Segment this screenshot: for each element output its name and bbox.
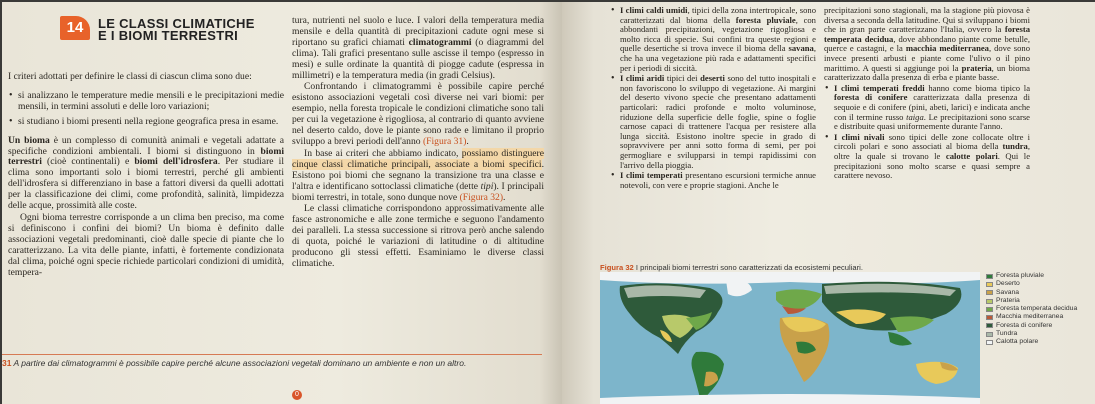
highlighted-classes: possiamo distinguere cinque classi climatiche principali, associate a biomi specifici bbox=[292, 147, 544, 170]
term-tundra: tundra bbox=[1002, 141, 1028, 152]
legend-label: Savana bbox=[996, 288, 1020, 296]
legend-label: Foresta temperata decidua bbox=[996, 305, 1078, 313]
legend-label: Prateria bbox=[996, 296, 1020, 304]
text-span: , con abbondanti precipitazioni, vegetazione rigogliosa e molto ricca di specie. Sui confini tra queste regioni e quelle desertiche si trova invece il bioma della bbox=[620, 14, 816, 54]
term-climatogrammi: climatogrammi bbox=[408, 36, 472, 48]
criteria-bullet-1: • si analizzano le temperature medie mensili e le precipitazioni medie mensili, in termini assoluti e delle loro variazioni; bbox=[8, 91, 284, 113]
text-span: , oltre la quale si trovano le bbox=[834, 141, 1030, 161]
climi-nivali bbox=[824, 133, 1030, 181]
latitude-paragraph: Le classi climatiche corrispondono approssimativamente alle fasce astronomiche e alle zone termiche e seguono l'andamento dei paralleli. La stessa successione si ritrova però anche salendo di quota, poiché le variazioni di latitudine o di altitudine producono gli stessi effetti. Esaminiamo le diverse classi climatiche. bbox=[292, 203, 544, 269]
legend-label: Calotta polare bbox=[996, 338, 1039, 346]
text-span: , dove abbondano piante come betulle, querce e castagni, e la bbox=[824, 33, 1030, 54]
term-climi-nivali: I climi nivali bbox=[834, 131, 885, 142]
text-span: . Le precipitazioni sono scarse e distribuite quasi uniformemente durante l'anno. bbox=[834, 111, 1030, 132]
biomes-world-map bbox=[600, 272, 980, 404]
map-region-calotta bbox=[600, 272, 980, 284]
term-climi-aridi: I climi aridi bbox=[620, 73, 665, 84]
chapter-title-line-a: LE CLASSI CLIMATICHE bbox=[98, 16, 255, 31]
left-column-1 bbox=[8, 72, 284, 279]
term-climi-caldi-umidi: I climi caldi umidi bbox=[620, 5, 688, 15]
criteria-bullet-2: • si studiano i biomi presenti nella regione geografica presa in esame. bbox=[8, 117, 284, 128]
comparison-paragraph: Confrontando i climatogrammi è possibile capire perché esistono associazioni vegetali così diverse nei vari biomi: per esempio, nella foresta tropicale le condizioni climatiche sono tali per cui la vegetazione è rigogliosa, al contrario di quanto avviene nel deserto caldo, dove le piante sono rade e limitano il proprio sviluppo a brevi periodi dell'anno (Figura 31). bbox=[292, 81, 544, 147]
term-bioma: Un bioma bbox=[8, 134, 50, 146]
figure-32-caption bbox=[600, 263, 1080, 272]
left-column-2 bbox=[292, 16, 544, 271]
climi-temperati bbox=[610, 171, 816, 190]
text-span: , un bioma caratterizzato dalla presenza di erba e piante basse. bbox=[824, 62, 1030, 83]
text-span: Confrontando i climatogrammi è possibile capire perché esistono associazioni vegetali così diverse nei vari biomi: per esempio, nella foresta tropicale le condizioni climatiche sono tali per cui la vegetazione è rigogliosa, al contrario di quanto avviene nel deserto caldo, dove le piante sono rade e limitano il proprio sviluppo a brevi periodi dell'anno bbox=[292, 81, 544, 147]
text-span: sono del tutto inospitali e non favoriscono lo sviluppo di vegetazione. Ai margini del deserto vivono specie che presentano adattamenti particolari: radici profonde e molto voluminose, riduzione della superficie delle foglie, spine o foglie carnose capaci di trattenere l'acqua per resistere alla lunga siccità. Esistono inoltre specie in grado di sopravvivere per anni sotto forma di semi, per poi germogliare e svilupparsi in tempi rapidissimi con l'arrivo della pioggia. bbox=[620, 73, 816, 170]
map-legend bbox=[986, 272, 1086, 347]
figure-32-ref[interactable]: (Figura 32) bbox=[459, 191, 504, 203]
legend-label: Foresta pluviale bbox=[996, 272, 1044, 279]
legend-label: Foresta di conifere bbox=[996, 321, 1053, 329]
legend-label: Macchia mediterranea bbox=[996, 313, 1064, 321]
figure-31-number: 31 bbox=[2, 358, 12, 368]
chapter-number-badge: 14 bbox=[60, 16, 90, 40]
legend-swatch bbox=[986, 282, 993, 287]
text-span: caratterizzata dalla presenza di sequoie e di conifere (pini, abeti, larici) e indicata anche con il termine russo bbox=[834, 92, 1031, 122]
term-taiga: taiga bbox=[906, 111, 924, 122]
text-span: tura, nutrienti nel suolo e luce. I valori della temperatura media mensile e della quantità di precipitazioni cadute ogni mese si riportano su grafici chiamati bbox=[292, 15, 544, 48]
right-column-2 bbox=[824, 6, 1030, 182]
text-span: , tipici della zona intertropicale, sono caratterizzati dal bioma della bbox=[620, 5, 817, 25]
legend-item bbox=[986, 272, 1086, 280]
text-span: , dove sono invece presenti arbusti e piante come l'ulivo o il pino marittimo. A questi si aggiunge poi la bbox=[824, 43, 1030, 73]
text-span: ). I principali biomi terrestri, in totale, sono dunque nove bbox=[292, 180, 545, 203]
legend-item bbox=[986, 305, 1086, 313]
chapter-title bbox=[98, 18, 255, 42]
term-prateria: prateria bbox=[961, 62, 992, 73]
text-span: . Per studiare il clima sono importanti solo i biomi terrestri, perché gli ambienti dell'idrosfera si differenziano in base a fattori diversi da quelli adottati per la classificazione dei climi, come profondità, salinità, limpidezza delle acque, prossimità alle coste. bbox=[8, 156, 284, 212]
legend-swatch bbox=[986, 290, 993, 295]
legend-swatch bbox=[986, 315, 993, 320]
legend-item bbox=[986, 313, 1086, 321]
legend-swatch bbox=[986, 323, 993, 328]
legend-item bbox=[986, 289, 1086, 297]
text-span: sono tipici delle zone collocate oltre i circoli polari e sono associati al bioma della bbox=[834, 131, 1030, 152]
text-span: , che ha una vegetazione più rada e adattamenti specifici per i periodi di siccità. bbox=[620, 43, 816, 73]
legend-item bbox=[986, 297, 1086, 305]
term-foresta-di-conifere: foresta di conifere bbox=[834, 92, 908, 103]
figure-31-caption-text: A partire dai climatogrammi è possibile capire perché alcune associazioni vegetali dominano un ambiente e non un altro. bbox=[11, 358, 467, 368]
legend-swatch bbox=[986, 340, 993, 345]
legend-label: Deserto bbox=[996, 280, 1020, 288]
criteria-intro: I criteri adottati per definire le classi di ciascun clima sono due: bbox=[8, 71, 252, 82]
text-span: In base ai criteri che abbiamo indicato, bbox=[304, 147, 462, 159]
right-column-1 bbox=[610, 6, 816, 191]
term-foresta-pluviale: foresta pluviale bbox=[735, 14, 796, 25]
climi-aridi bbox=[610, 74, 816, 170]
term-deserti: deserti bbox=[700, 73, 725, 84]
right-page bbox=[562, 2, 1095, 404]
legend-item bbox=[986, 322, 1086, 330]
bioma-paragraph-2: Ogni bioma terrestre corrisponde a un clima ben preciso, ma come si definiscono i confini dei biomi? Un bioma è definito dalle associazioni vegetali predominanti, cioè dalle specie di piante che lo caratterizzano. La vita delle piante, infatti, è fortemente condizionata dal clima, poiché ogni specie richiede particolari condizioni di umidità, tempera- bbox=[8, 211, 284, 278]
term-calotte-polari: calotte polari bbox=[945, 150, 998, 161]
term-macchia-mediterranea: macchia mediterranea bbox=[905, 43, 989, 54]
text-span: hanno come bioma tipico la bbox=[924, 82, 1031, 93]
world-map-svg bbox=[600, 272, 980, 404]
classes-paragraph: In base ai criteri che abbiamo indicato, possiamo distinguere cinque classi climatiche principali, associate a biomi specifici. Esistono poi biomi che segnano la transizione tra una classe e l'altra e identificano sottoclassi climatiche (dette tipi). I principali biomi terrestri, in totale, sono dunque nove (Figura 32). bbox=[292, 147, 545, 203]
chapter-title-line-b: E I BIOMI TERRESTRI bbox=[98, 28, 239, 43]
term-biomi-terrestri: biomi terrestri bbox=[8, 145, 284, 168]
text-span: precipitazioni sono stagionali, ma la stagione più piovosa è diversa a seconda della latitudine. Qui si sviluppano i biomi che in gran parte caratterizzano l'Italia, ovvero la bbox=[824, 5, 1030, 35]
figure-32-caption-text: I principali biomi terrestri sono caratterizzati da ecosistemi peculiari. bbox=[633, 263, 863, 272]
legend-swatch bbox=[986, 307, 993, 312]
legend-item bbox=[986, 280, 1086, 288]
text-span: tipici dei bbox=[664, 73, 701, 84]
text-span: è un complesso di comunità animali e vegetali adattate a specifiche condizioni ambientali. I biomi si distinguono in bbox=[8, 134, 285, 157]
legend-swatch bbox=[986, 299, 993, 304]
left-page bbox=[2, 2, 562, 404]
figure-31-caption bbox=[2, 358, 522, 368]
page-marker: 0 bbox=[292, 390, 302, 400]
climi-temperati-freddi bbox=[824, 84, 1030, 132]
climi-caldi-umidi bbox=[610, 6, 816, 73]
legend-item bbox=[986, 338, 1086, 346]
text-span: . Esistono poi biomi che segnano la transizione tra una classe e l'altra e identificano sottoclassi climatiche (dette bbox=[292, 158, 544, 192]
term-foresta-temperata-decidua: foresta temperata decidua bbox=[824, 24, 1030, 44]
text-span: (o diagrammi del clima). Tali grafici presentano sulle ascisse il tempo (espresso in mesi) e sulle ordinate la quantità di piogge cadute (espressa in millimetri) e la temperatura media (in gradi Celsius). bbox=[292, 36, 544, 81]
legend-swatch bbox=[986, 332, 993, 337]
text-span: . Qui le precipitazioni sono molto scarse e quasi sempre a carattere nevoso. bbox=[834, 150, 1031, 181]
text-span: (cioè continentali) e bbox=[41, 156, 135, 168]
legend-swatch bbox=[986, 274, 993, 279]
figure-31-divider bbox=[2, 354, 542, 355]
term-tipi: tipi bbox=[480, 180, 494, 192]
term-biomi-idrosfera: biomi dell'idrosfera bbox=[134, 156, 218, 168]
temperati-continuation bbox=[824, 6, 1030, 83]
bioma-paragraph bbox=[8, 136, 284, 212]
legend-label: Tundra bbox=[996, 330, 1018, 338]
legend-item bbox=[986, 330, 1086, 338]
climatogram-paragraph bbox=[292, 16, 544, 81]
term-climi-temperati-freddi: I climi temperati freddi bbox=[834, 82, 925, 93]
figure-31-ref[interactable]: (Figura 31) bbox=[422, 135, 467, 147]
text-span: presentano escursioni termiche annue notevoli, con vere e proprie stagioni. Anche le bbox=[620, 170, 816, 190]
figure-32-number: Figura 32 bbox=[600, 263, 634, 272]
term-savana: savana bbox=[788, 43, 814, 54]
term-climi-temperati: I climi temperati bbox=[620, 170, 683, 181]
